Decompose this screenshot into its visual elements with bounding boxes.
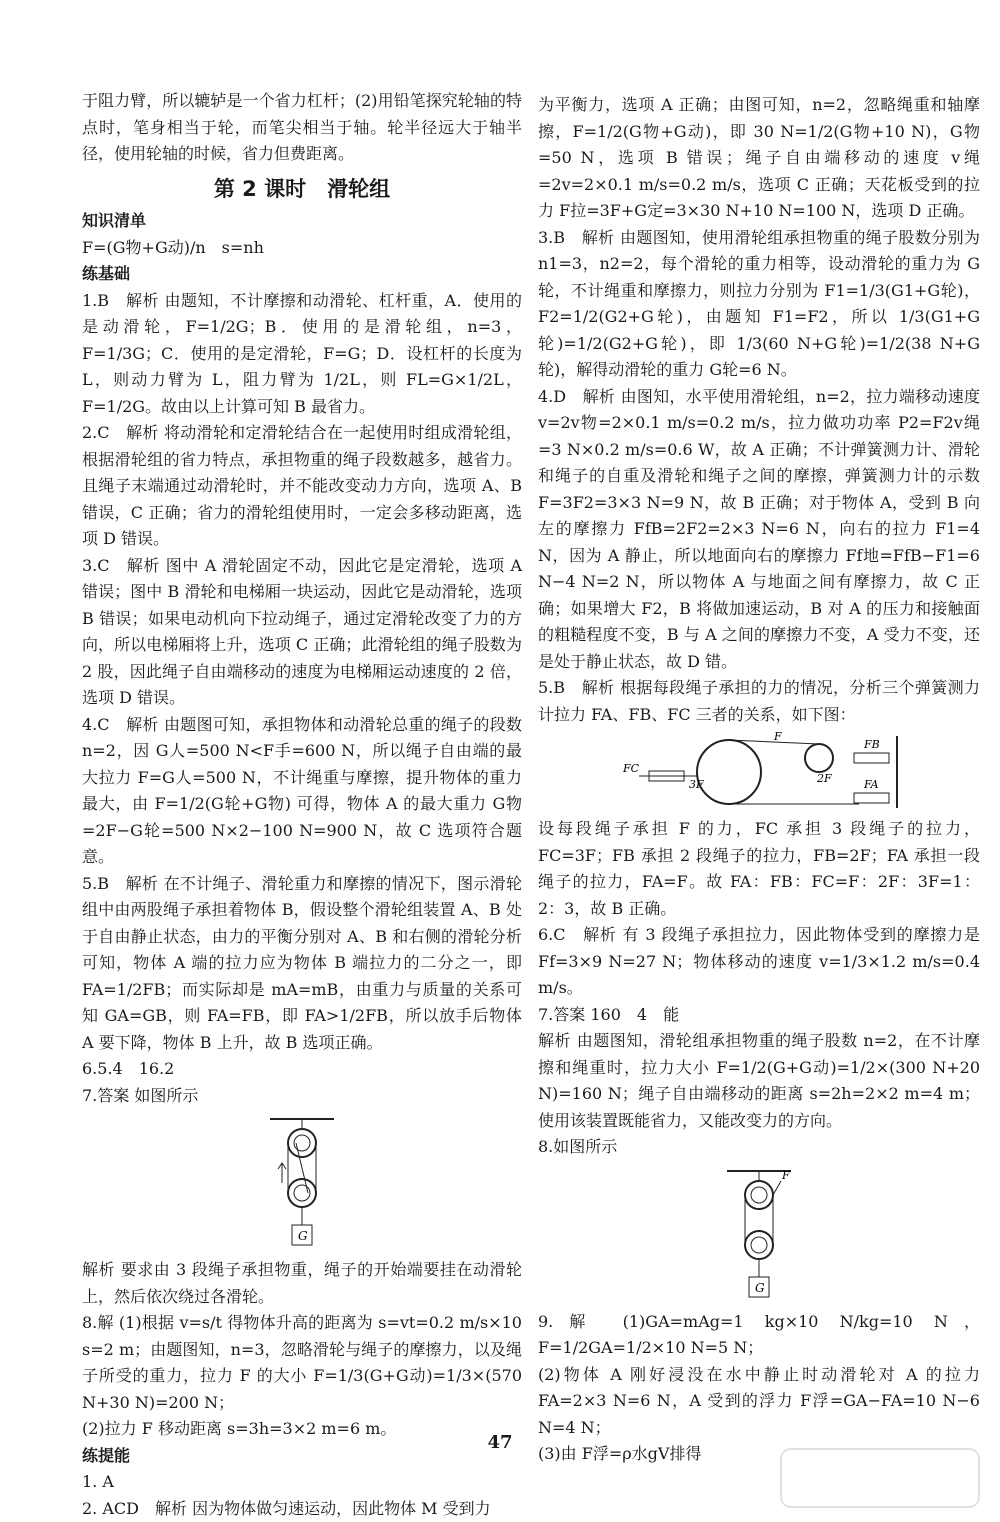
answer-5: 5.B 解析 在不计绳子、滑轮重力和摩擦的情况下，图示滑轮组中由两股绳子承担着物体 B，假设整个滑轮组装置 A、B 处于自由静止状态，由力的平衡分别对 A、B 和右侧的滑轮分析可知，物体 A 端的拉力应为物体 B 端拉力的二分之一，即 FA=1/2FB；而实际却是 mA=mB，由重力与质量的关系可知 GA=GB，则 FA=FB，即 FA>1/2FB，所以放手后物体 A 要下降，物体 B 上升，故 B 选项正确。 <box>82 871 522 1057</box>
label-fc: FC <box>622 762 640 775</box>
intro-text: 于阻力臂，所以辘轳是一个省力杠杆；(2)用铅笔探究轮轴的特点时，笔身相当于轮，而笔尖相当于轴。轮半径远大于轴半径，使用轮轴的时候，省力但费距离。 <box>82 88 522 168</box>
answer-r7-b: 解析 由题图知，滑轮组承担物重的绳子股数 n=2，在不计摩擦和绳重时，拉力大小 F=1/2(G+G动)=1/2×(300 N+20 N)=160 N；绳子自由端移动的距离 s=2h=2×2 m=4 m；使用该装置既能省力，又能改变力的方向。 <box>538 1028 980 1134</box>
answer-3: 3.C 解析 图中 A 滑轮固定不动，因此它是定滑轮，选项 A 错误；图中 B 滑轮和电梯厢一块运动，因此它是动滑轮，选项 B 错误；如果电动机向下拉动绳子，通过定滑轮改变了力的方向，所以电梯厢将上升，选项 C 正确；此滑轮组的绳子股数为 2 股，因此绳子自由端移动的速度为电梯厢运动速度的 2 倍，选项 D 错误。 <box>82 553 522 712</box>
answer-1: 1.B 解析 由题知，不计摩擦和动滑轮、杠杆重，A．使用的是动滑轮，F=1/2G；B．使用的是滑轮组，n=3，F=1/3G；C．使用的是定滑轮，F=G；D．设杠杆的长度为 L，则动力臂为 L，阻力臂为 1/2L，则 FL=G×1/2L，F=1/2G。故由以上计算可知 B 最省力。 <box>82 288 522 421</box>
label-2f: 2F <box>816 772 832 785</box>
right-figure-f: F <box>781 1169 790 1182</box>
basic-heading: 练基础 <box>82 261 522 288</box>
label-3f: 3F <box>689 778 704 791</box>
label-fb: FB <box>863 738 880 751</box>
answer-2: 2.C 解析 将动滑轮和定滑轮结合在一起使用时组成滑轮组，根据滑轮组的省力特点，承担物重的绳子段数越多，越省力。且绳子末端通过动滑轮时，并不能改变动力方向，选项 A、B 错误，C 正确；省力的滑轮组使用时，一定会多移动距离，选项 D 错误。 <box>82 420 522 553</box>
pulley-figure-right <box>719 1165 799 1305</box>
lesson-title: 第 2 课时 滑轮组 <box>82 176 522 203</box>
answer-8-part2: (2)拉力 F 移动距离 s=3h=3×2 m=6 m。 <box>82 1416 522 1443</box>
spring-scale-figure <box>609 732 909 812</box>
improve-answer-1: 1. A <box>82 1469 522 1496</box>
answer-r3: 3.B 解析 由题图知，使用滑轮组承担物重的绳子股数分别为 n1=3，n2=2，每个滑轮的重力相等，设动滑轮的重力为 G轮，不计绳重和摩擦力，则拉力分别为 F1=1/3(G1+G轮)，F2=1/2(G2+G轮)，由题知 F1=F2，所以 1/3(G1+G轮)=1/2(G2+G轮)，即 1/3(60 N+G轮)=1/2(38 N+G轮)，解得动滑轮的重力 G轮=6 N。 <box>538 225 980 384</box>
answer-6: 6.5.4 16.2 <box>82 1056 522 1083</box>
right-column <box>538 92 980 1468</box>
knowledge-formula: F=(G物+G动)/n s=nh <box>82 235 522 262</box>
answer-r6: 6.C 解析 有 3 段绳子承担拉力，因此物体受到的摩擦力是 Ff=3×9 N=27 N；物体移动的速度 v=1/3×1.2 m/s=0.4 m/s。 <box>538 922 980 1002</box>
answer-r7: 7.答案 160 4 能 <box>538 1002 980 1029</box>
answer-r5: 5.B 解析 根据每段绳子承担的力的情况，分析三个弹簧测力计拉力 FA、FB、FC 三者的关系，如下图： <box>538 675 980 728</box>
answer-4: 4.C 解析 由题图可知，承担物体和动滑轮总重的绳子的段数 n=2，因 G人=500 N<F手=600 N，所以绳子自由端的最大拉力 F=G人=500 N，不计绳重与摩擦，提升物体的重力最大，由 F=1/2(G轮+G物) 可得，物体 A 的最大重力 G物=2F−G轮=500 N×2−100 N=900 N，故 C 选项符合题意。 <box>82 712 522 871</box>
improve-answer-2: 2. ACD 解析 因为物体做匀速运动，因此物体 M 受到力 <box>82 1496 522 1522</box>
figure-label-g: G <box>298 1229 308 1243</box>
answer-r8: 8.如图所示 <box>538 1134 980 1161</box>
right-figure-g: G <box>755 1281 765 1295</box>
answer-r9-part1: 9.解 (1)GA=mAg=1 kg×10 N/kg=10 N，F=1/2GA=1/2×10 N=5 N； <box>538 1309 980 1362</box>
improve-heading: 练提能 <box>82 1443 522 1470</box>
answer-7: 7.答案 如图所示 <box>82 1083 522 1110</box>
answer-r4: 4.D 解析 由图知，水平使用滑轮组，n=2，拉力端移动速度 v=2v物=2×0.1 m/s=0.2 m/s，拉力做功功率 P2=F2v绳=3 N×0.2 m/s=0.6 W，故 A 正确；不计弹簧测力计、滑轮和绳子的自重及滑轮和绳子之间的摩擦，弹簧测力计的示数 F=3F2=3×3 N=9 N，故 B 正确；对于物体 A，受到 B 向左的摩擦力 FfB=2F2=2×3 N=6 N，向右的拉力 F1=4 N，因为 A 静止，所以地面向右的摩擦力 Ff地=FfB−F1=6 N−4 N=2 N，所以物体 A 与地面之间有摩擦力，故 C 正确；如果增大 F2，B 将做加速运动，B 对 A 的压力和接触面的粗糙程度不变，B 与 A 之间的摩擦力不变，A 受力不变，还是处于静止状态，故 D 错。 <box>538 384 980 676</box>
answer-r9-part3: (3)由 F浮=ρ水gV排得 <box>538 1441 980 1468</box>
answer-8-part1: 8.解 (1)根据 v=s/t 得物体升高的距离为 s=vt=0.2 m/s×10 s=2 m；由题图知，n=3，忽略滑轮与绳子的摩擦力，以及绳子所受的重力，拉力 F 的大小 F=1/3(G+G动)=1/3×(570 N+30 N)=200 N； <box>82 1310 522 1416</box>
answer-r9-part2: (2)物体 A 刚好浸没在水中静止时动滑轮对 A 的拉力 FA=2×3 N=6 N，A 受到的浮力 F浮=GA−FA=10 N−6 N=4 N； <box>538 1362 980 1442</box>
label-fa: FA <box>863 778 879 791</box>
left-column <box>82 88 522 1522</box>
answer-r5-b: 设每段绳子承担 F 的力，FC 承担 3 段绳子的拉力，FC=3F；FB 承担 2 段绳子的拉力，FB=2F；FA 承担一段绳子的拉力，FA=F。故 FA：FB：FC=F：2F：3F=1：2：3，故 B 正确。 <box>538 816 980 922</box>
label-f: F <box>773 732 782 743</box>
knowledge-heading: 知识清单 <box>82 208 522 235</box>
watermark-logo <box>780 1448 980 1508</box>
pulley-figure-left <box>262 1113 342 1253</box>
answer-7-explanation: 解析 要求由 3 段绳子承担物重，绳子的开始端要挂在动滑轮上，然后依次绕过各滑轮。 <box>82 1257 522 1310</box>
page-number: 47 <box>0 1432 1000 1453</box>
answer-2-continued: 为平衡力，选项 A 正确；由图可知，n=2，忽略绳重和轴摩擦，F=1/2(G物+G动)，即 30 N=1/2(G物+10 N)，G物=50 N，选项 B 错误；绳子自由端移动的速度 v绳=2v=2×0.1 m/s=0.2 m/s，选项 C 正确；天花板受到的拉力 F拉=3F+G定=3×30 N+10 N=100 N，选项 D 正确。 <box>538 92 980 225</box>
